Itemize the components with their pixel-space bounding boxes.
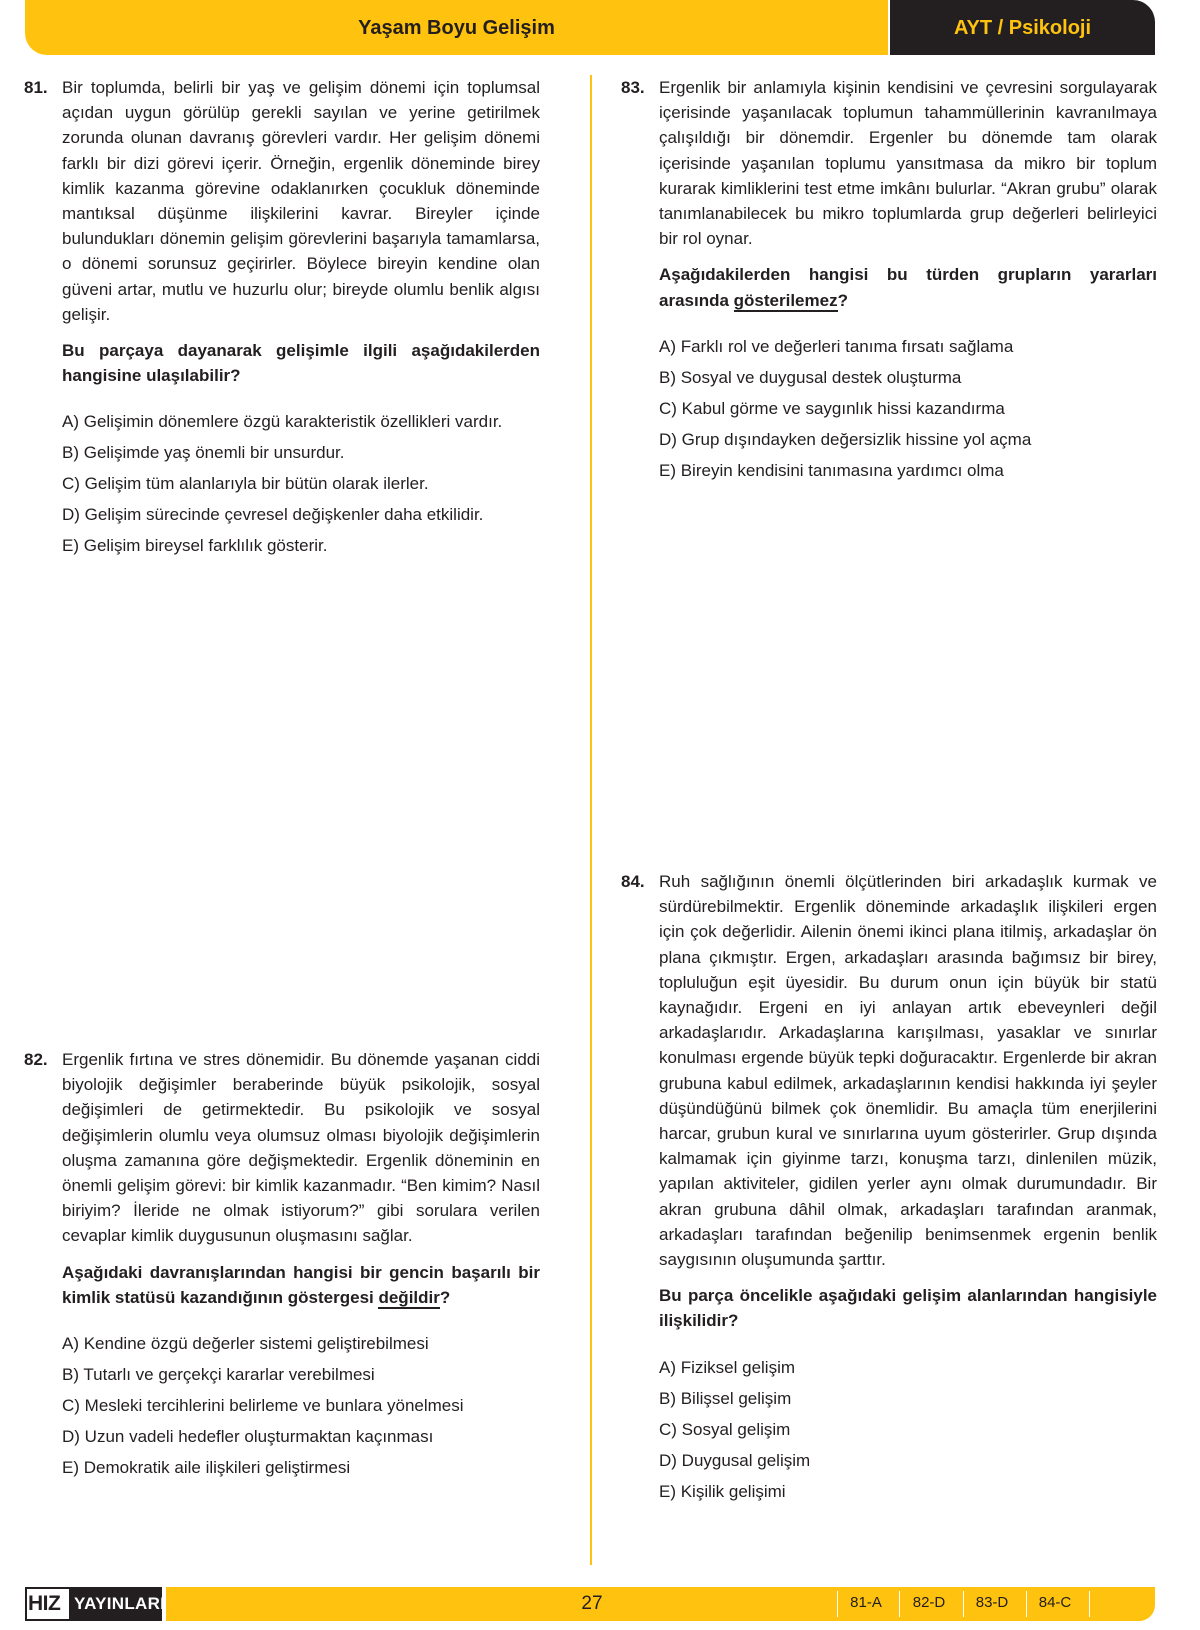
negative-keyword: değildir [378, 1287, 440, 1307]
option-a[interactable]: A) Kendine özgü değerler sistemi geliştirebilmesi [62, 1334, 429, 1354]
option-list [62, 1328, 540, 1483]
option-e[interactable]: E) Gelişim bireysel farklılık gösterir. [62, 536, 328, 556]
negative-keyword: gösterilemez [733, 290, 838, 310]
logo-text-yayinlari: YAYINLARI [74, 1594, 166, 1613]
option-d[interactable]: D) Duygusal gelişim [659, 1450, 811, 1470]
question-81 [24, 75, 540, 561]
question-prompt [659, 262, 1157, 312]
option-list [659, 1352, 1157, 1507]
answer-key-82: 82-D [912, 1594, 946, 1611]
question-82 [24, 1047, 540, 1483]
option-e[interactable]: E) Kişilik gelişimi [659, 1481, 786, 1501]
option-a[interactable]: A) Fiziksel gelişim [659, 1357, 796, 1377]
question-number: 81. [24, 78, 48, 97]
subject-tab [890, 0, 1155, 55]
question-stem: Ruh sağlığının önemli ölçütlerinden biri arkadaşlık kurmak ve sürdürebilmektir. Ergenlik döneminde arkadaşlık ilişkileri ergen için çok değerlidir. Ailenin önemi ikinci plana itilmiş, arkadaşlar ön plana çıkmıştır. Ergen, arkadaşları arasında bağımsız bir birey, topluluğun eşit üyesidir. Bu durum onun için büyük bir statü kaynağıdır. Ergeni en iyi anlayan artık ebeveynleri değil arkadaşlarıdır. Arkadaşlarına karışılması, yasaklar ve sınırlar konulması ergende büyük tepki doğuracaktır. Ergenlerde bir akran grubuna kabul edilmek, arkadaşlarının kendisi hakkında iyi şeyler düşündüğünü bilmek çok önemlidir. Bu amaçla tüm enerjilerini harcar, grubun kural ve sınırlarına uyum gösterirler. Grup dışında kalmamak için giyinme tarzı, konuşma tarzı, dinlenilen müzik, yapılan aktiviteler, gidilen yerler aynı olmak durumundadır. Bir akran grubuna dâhil olmak, arkadaşları tarafından aranmak, arkadaşları tarafından beğenilip benimsenmek ergenin benlik saygısının oluşumunda şarttır. [659, 872, 1157, 1270]
header-bar [25, 0, 888, 55]
question-83 [621, 75, 1157, 486]
option-list [659, 331, 1157, 486]
answer-separator [899, 1591, 900, 1617]
question-number: 82. [24, 1050, 48, 1069]
option-c[interactable]: C) Kabul görme ve saygınlık hissi kazandırma [659, 398, 1005, 418]
question-number: 83. [621, 78, 645, 97]
question-prompt: Bu parçaya dayanarak gelişimle ilgili aşağıdakilerden hangisine ulaşılabilir? [62, 341, 540, 386]
question-prompt-text: Aşağıdaki davranışlarından hangisi bir gencin başarılı bir kimlik statüsü kazandığının göstergesi [62, 1262, 540, 1307]
question-84 [621, 869, 1157, 1507]
question-prompt-text: Aşağıdakilerden hangisi bu türden grupların yararları arasında [659, 265, 1157, 310]
question-number: 84. [621, 872, 645, 891]
answer-separator [1089, 1591, 1090, 1617]
question-mark: ? [837, 290, 848, 310]
option-b[interactable]: B) Gelişimde yaş önemli bir unsurdur. [62, 443, 345, 463]
question-stem: Bir toplumda, belirli bir yaş ve gelişim dönemi için toplumsal açıdan uygun görülüp gerekli sayılan ve yerine getirilmek zorunda olunan davranış görevleri vardır. Her gelişim dönemi farklı bir dizi görevi içerir. Örneğin, ergenlik döneminde birey kimlik kazanma görevine odaklanırken çocukluk döneminde mantıksal düşünme ilişkilerini kavrar. Bireyler içinde bulundukları dönemin gelişim görevlerini başarıyla tamamlarsa, o dönemi sorunsuz geçirirler. Böylece bireyin kendine olan güveni artar, mutlu ve huzurlu olur; bireyde olumlu benlik algısı gelişir. [62, 78, 540, 324]
question-stem: Ergenlik fırtına ve stres dönemidir. Bu dönemde yaşanan ciddi biyolojik değişimler beraberinde büyük psikolojik, sosyal değişimleri de getirmektedir. Bu psikolojik ve sosyal değişimlerin olumlu veya olumsuz olması biyolojik değişimlerin oluşma zamanına göre değişmektedir. Ergenlik döneminin en önemli gelişim görevi: bir kimlik kazanmadır. “Ben kimim? Nasıl biriyim? İleride ne olmak istiyorum?” gibi sorulara verilen cevaplar kimlik duygusunun oluşmasını sağlar. [62, 1050, 540, 1246]
option-d[interactable]: D) Gelişim sürecinde çevresel değişkenler daha etkilidir. [62, 505, 484, 525]
question-stem: Ergenlik bir anlamıyla kişinin kendisini ve çevresini sorgulayarak içerisinde yaşanılacak toplumun tahammüllerinin kavranılmaya çalışıldığı bir dönemdir. Ergenler bu dönemde tam olarak içerisinde yaşanılan toplumu yansıtmasa da mikro bir toplum kurarak kimliklerini test etme imkânı bulurlar. “Akran grubu” olarak tanımlanabilecek bu mikro toplumlarda grup değerleri belirleyici bir rol oynar. [659, 78, 1157, 249]
option-c[interactable]: C) Gelişim tüm alanlarıyla bir bütün olarak ilerler. [62, 474, 429, 494]
answer-key-84: 84-C [1038, 1594, 1072, 1611]
section-title: Yaşam Boyu Gelişim [358, 17, 555, 39]
answer-key-83: 83-D [975, 1594, 1009, 1611]
option-list [62, 406, 540, 561]
option-c[interactable]: C) Sosyal gelişim [659, 1419, 791, 1439]
option-b[interactable]: B) Sosyal ve duygusal destek oluşturma [659, 367, 962, 387]
option-a[interactable]: A) Gelişimin dönemlere özgü karakteristik özellikleri vardır. [62, 412, 503, 432]
option-a[interactable]: A) Farklı rol ve değerleri tanıma fırsatı sağlama [659, 336, 1014, 356]
subject-title: AYT / Psikoloji [953, 17, 1092, 39]
publisher-logo [25, 1587, 166, 1621]
option-c[interactable]: C) Mesleki tercihlerini belirleme ve bunlara yönelmesi [62, 1396, 464, 1416]
option-b[interactable]: B) Bilişsel gelişim [659, 1388, 792, 1408]
option-d[interactable]: D) Uzun vadeli hedefler oluşturmaktan kaçınması [62, 1427, 434, 1447]
page-number: 27 [581, 1593, 603, 1614]
logo-text-hiz: HIZ [28, 1592, 61, 1615]
question-prompt: Bu parça öncelikle aşağıdaki gelişim alanlarından hangisiyle ilişkilidir? [659, 1286, 1157, 1331]
option-e[interactable]: E) Demokratik aile ilişkileri geliştirmesi [62, 1458, 351, 1478]
question-mark: ? [439, 1287, 451, 1307]
option-b[interactable]: B) Tutarlı ve gerçekçi kararlar verebilmesi [62, 1365, 375, 1385]
option-e[interactable]: E) Bireyin kendisini tanımasına yardımcı olma [659, 460, 1004, 480]
answer-key-81: 81-A [850, 1594, 882, 1611]
question-prompt [62, 1260, 540, 1310]
column-divider [590, 75, 592, 1565]
option-d[interactable]: D) Grup dışındayken değersizlik hissine yol açma [659, 429, 1032, 449]
